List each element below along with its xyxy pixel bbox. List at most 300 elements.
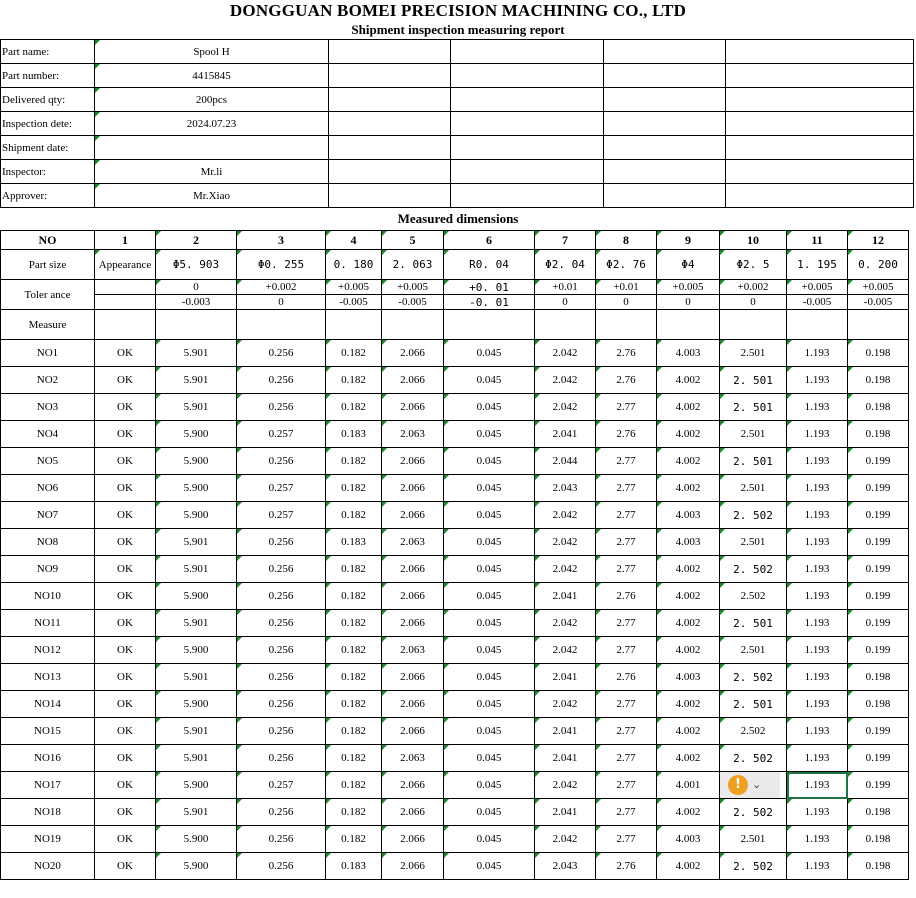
data-cell[interactable]: 2. 501: [720, 610, 787, 637]
tolerance-upper-cell[interactable]: +0.01: [535, 280, 596, 295]
data-cell[interactable]: 1.193: [787, 448, 848, 475]
tolerance-upper-cell[interactable]: [95, 280, 156, 295]
data-cell[interactable]: OK: [95, 772, 156, 799]
data-cell[interactable]: 2.066: [382, 826, 444, 853]
data-cell[interactable]: 2.77: [596, 475, 657, 502]
data-cell[interactable]: 0.182: [326, 367, 382, 394]
data-cell[interactable]: 0.198: [848, 421, 909, 448]
part-size-cell[interactable]: Appearance: [95, 250, 156, 280]
data-cell[interactable]: 0.199: [848, 502, 909, 529]
chevron-down-icon[interactable]: ⌄: [752, 778, 762, 791]
data-cell[interactable]: 4.002: [657, 394, 720, 421]
data-cell[interactable]: 2.066: [382, 475, 444, 502]
data-cell[interactable]: 0.199: [848, 448, 909, 475]
data-cell[interactable]: 4.002: [657, 367, 720, 394]
data-cell[interactable]: 5.900: [156, 853, 237, 880]
data-cell[interactable]: 0.182: [326, 691, 382, 718]
data-cell[interactable]: 4.003: [657, 340, 720, 367]
data-cell[interactable]: 2.066: [382, 394, 444, 421]
data-cell[interactable]: 2.042: [535, 772, 596, 799]
part-size-cell[interactable]: R0. 04: [444, 250, 535, 280]
empty-cell[interactable]: [787, 310, 848, 340]
data-cell[interactable]: OK: [95, 718, 156, 745]
data-cell[interactable]: OK: [95, 853, 156, 880]
data-cell[interactable]: 0.183: [326, 529, 382, 556]
data-cell[interactable]: 0.198: [848, 853, 909, 880]
column-header[interactable]: 3: [237, 231, 326, 250]
data-cell[interactable]: 4.002: [657, 718, 720, 745]
data-cell[interactable]: 5.901: [156, 340, 237, 367]
tolerance-upper-cell[interactable]: +0.005: [787, 280, 848, 295]
empty-cell[interactable]: [726, 136, 914, 160]
data-cell[interactable]: 4.003: [657, 529, 720, 556]
empty-cell[interactable]: [329, 64, 451, 88]
data-cell[interactable]: 0.182: [326, 340, 382, 367]
data-cell[interactable]: 5.901: [156, 745, 237, 772]
data-cell[interactable]: 2.042: [535, 394, 596, 421]
data-cell[interactable]: 1.193: [787, 367, 848, 394]
data-cell[interactable]: 0.045: [444, 691, 535, 718]
row-label[interactable]: NO2: [1, 367, 95, 394]
empty-cell[interactable]: [329, 88, 451, 112]
data-cell[interactable]: 2.502: [720, 583, 787, 610]
data-cell[interactable]: 2. 502: [720, 853, 787, 880]
tolerance-lower-cell[interactable]: -0.005: [382, 295, 444, 310]
data-cell[interactable]: 1.193: [787, 529, 848, 556]
row-label[interactable]: NO8: [1, 529, 95, 556]
empty-cell[interactable]: [726, 112, 914, 136]
empty-cell[interactable]: [329, 112, 451, 136]
data-cell[interactable]: 0.198: [848, 664, 909, 691]
row-label[interactable]: NO15: [1, 718, 95, 745]
column-header[interactable]: 6: [444, 231, 535, 250]
data-cell[interactable]: 2.063: [382, 529, 444, 556]
data-cell[interactable]: 2.063: [382, 421, 444, 448]
data-cell[interactable]: 5.901: [156, 394, 237, 421]
row-label[interactable]: NO17: [1, 772, 95, 799]
info-value[interactable]: 2024.07.23: [95, 112, 329, 136]
data-cell[interactable]: OK: [95, 529, 156, 556]
data-cell[interactable]: OK: [95, 367, 156, 394]
data-cell[interactable]: 0.198: [848, 340, 909, 367]
data-cell[interactable]: 0.045: [444, 394, 535, 421]
data-cell[interactable]: 4.002: [657, 583, 720, 610]
data-cell[interactable]: 2. 502: [720, 745, 787, 772]
info-value[interactable]: Mr.li: [95, 160, 329, 184]
data-cell[interactable]: 2.77: [596, 745, 657, 772]
data-cell[interactable]: 4.001: [657, 772, 720, 799]
tolerance-lower-cell[interactable]: 0: [720, 295, 787, 310]
empty-cell[interactable]: [237, 310, 326, 340]
part-size-cell[interactable]: Φ4: [657, 250, 720, 280]
data-cell[interactable]: 0.182: [326, 556, 382, 583]
column-header[interactable]: 12: [848, 231, 909, 250]
data-cell[interactable]: 0.256: [237, 826, 326, 853]
data-cell[interactable]: 4.003: [657, 502, 720, 529]
data-cell[interactable]: 0.199: [848, 556, 909, 583]
empty-cell[interactable]: [726, 40, 914, 64]
empty-cell[interactable]: [726, 160, 914, 184]
empty-cell[interactable]: [329, 40, 451, 64]
data-cell[interactable]: 0.257: [237, 502, 326, 529]
row-label[interactable]: NO9: [1, 556, 95, 583]
data-cell[interactable]: 2.043: [535, 853, 596, 880]
row-label[interactable]: NO20: [1, 853, 95, 880]
row-label[interactable]: NO10: [1, 583, 95, 610]
data-cell[interactable]: 1.193: [787, 691, 848, 718]
data-cell[interactable]: 1.193: [787, 556, 848, 583]
data-cell[interactable]: 0.045: [444, 637, 535, 664]
data-cell[interactable]: 2.041: [535, 745, 596, 772]
data-cell[interactable]: 2. 501: [720, 394, 787, 421]
data-cell[interactable]: 0.256: [237, 556, 326, 583]
data-cell[interactable]: 1.193: [787, 394, 848, 421]
data-cell[interactable]: 5.901: [156, 529, 237, 556]
data-cell[interactable]: 0.045: [444, 664, 535, 691]
data-cell[interactable]: 2.066: [382, 583, 444, 610]
data-cell[interactable]: 2.041: [535, 421, 596, 448]
data-cell[interactable]: 2.501: [720, 826, 787, 853]
data-cell[interactable]: 2.77: [596, 556, 657, 583]
data-cell[interactable]: 0.182: [326, 718, 382, 745]
data-cell[interactable]: 4.003: [657, 664, 720, 691]
row-label[interactable]: NO5: [1, 448, 95, 475]
info-label[interactable]: Inspector:: [1, 160, 95, 184]
data-cell[interactable]: 2.042: [535, 340, 596, 367]
data-cell[interactable]: 2.063: [382, 637, 444, 664]
data-cell[interactable]: 2.066: [382, 772, 444, 799]
part-size-cell[interactable]: Φ2. 04: [535, 250, 596, 280]
tolerance-lower-cell[interactable]: -0.005: [326, 295, 382, 310]
data-cell[interactable]: 2.501: [720, 475, 787, 502]
data-cell[interactable]: 1.193: [787, 664, 848, 691]
column-header[interactable]: 8: [596, 231, 657, 250]
data-cell[interactable]: OK: [95, 556, 156, 583]
data-cell[interactable]: 0.199: [848, 583, 909, 610]
data-cell[interactable]: 5.900: [156, 772, 237, 799]
data-cell[interactable]: 2. 502: [720, 502, 787, 529]
data-cell[interactable]: 0.257: [237, 772, 326, 799]
empty-cell[interactable]: [726, 88, 914, 112]
empty-cell[interactable]: [451, 184, 604, 208]
data-cell[interactable]: 0.198: [848, 826, 909, 853]
empty-cell[interactable]: [329, 136, 451, 160]
row-label[interactable]: NO18: [1, 799, 95, 826]
tolerance-lower-cell[interactable]: 0: [237, 295, 326, 310]
data-cell[interactable]: 4.002: [657, 691, 720, 718]
data-cell[interactable]: 0.182: [326, 772, 382, 799]
column-header[interactable]: 4: [326, 231, 382, 250]
data-cell[interactable]: OK: [95, 664, 156, 691]
data-cell[interactable]: 4.002: [657, 448, 720, 475]
data-cell[interactable]: 2.042: [535, 691, 596, 718]
data-cell[interactable]: 0.045: [444, 583, 535, 610]
data-cell[interactable]: 2.77: [596, 448, 657, 475]
row-label[interactable]: NO19: [1, 826, 95, 853]
empty-cell[interactable]: [329, 160, 451, 184]
data-cell[interactable]: 2.041: [535, 799, 596, 826]
empty-cell[interactable]: [444, 310, 535, 340]
data-cell[interactable]: 0.182: [326, 610, 382, 637]
data-cell[interactable]: 5.900: [156, 691, 237, 718]
data-cell[interactable]: 0.198: [848, 799, 909, 826]
data-cell[interactable]: OK: [95, 421, 156, 448]
empty-cell[interactable]: [326, 310, 382, 340]
data-cell[interactable]: 1.193: [787, 340, 848, 367]
data-cell[interactable]: OK: [95, 691, 156, 718]
tolerance-upper-cell[interactable]: +0.01: [596, 280, 657, 295]
tolerance-lower-cell[interactable]: [95, 295, 156, 310]
data-cell[interactable]: 2.042: [535, 826, 596, 853]
row-label[interactable]: NO11: [1, 610, 95, 637]
empty-cell[interactable]: [451, 40, 604, 64]
data-cell[interactable]: 1.193: [787, 610, 848, 637]
tolerance-upper-cell[interactable]: 0: [156, 280, 237, 295]
data-cell[interactable]: 0.256: [237, 637, 326, 664]
empty-cell[interactable]: [604, 64, 726, 88]
data-cell[interactable]: OK: [95, 583, 156, 610]
data-cell[interactable]: 2.77: [596, 637, 657, 664]
empty-cell[interactable]: [156, 310, 237, 340]
tolerance-upper-cell[interactable]: +0. 01: [444, 280, 535, 295]
empty-cell[interactable]: [657, 310, 720, 340]
data-cell[interactable]: OK: [95, 610, 156, 637]
data-cell[interactable]: 1.193: [787, 583, 848, 610]
row-label[interactable]: NO13: [1, 664, 95, 691]
data-cell[interactable]: 0.182: [326, 583, 382, 610]
empty-cell[interactable]: [604, 112, 726, 136]
data-cell[interactable]: 2.77: [596, 772, 657, 799]
data-cell[interactable]: 5.900: [156, 826, 237, 853]
part-size-cell[interactable]: 0. 200: [848, 250, 909, 280]
data-cell[interactable]: 2.042: [535, 556, 596, 583]
info-label[interactable]: Shipment date:: [1, 136, 95, 160]
data-cell[interactable]: OK: [95, 340, 156, 367]
info-value[interactable]: Spool H: [95, 40, 329, 64]
data-cell[interactable]: 4.002: [657, 799, 720, 826]
data-cell[interactable]: OK: [95, 475, 156, 502]
tolerance-upper-cell[interactable]: +0.005: [382, 280, 444, 295]
data-cell[interactable]: 2.042: [535, 529, 596, 556]
data-cell[interactable]: 4.002: [657, 745, 720, 772]
data-cell[interactable]: OK: [95, 637, 156, 664]
data-cell[interactable]: 0.256: [237, 610, 326, 637]
empty-cell[interactable]: [726, 64, 914, 88]
data-cell[interactable]: OK: [95, 394, 156, 421]
data-cell[interactable]: 5.900: [156, 475, 237, 502]
data-cell[interactable]: 4.002: [657, 421, 720, 448]
part-size-cell[interactable]: Φ2. 76: [596, 250, 657, 280]
data-cell[interactable]: 2.066: [382, 664, 444, 691]
data-cell[interactable]: 2.501: [720, 637, 787, 664]
data-cell[interactable]: 0.256: [237, 340, 326, 367]
data-cell[interactable]: 2.77: [596, 502, 657, 529]
data-cell[interactable]: 2.77: [596, 394, 657, 421]
data-cell[interactable]: 2.501: [720, 340, 787, 367]
data-cell[interactable]: 0.045: [444, 853, 535, 880]
row-label[interactable]: NO3: [1, 394, 95, 421]
empty-cell[interactable]: [451, 88, 604, 112]
column-header[interactable]: NO: [1, 231, 95, 250]
data-cell[interactable]: 2.76: [596, 664, 657, 691]
data-cell[interactable]: 0.198: [848, 394, 909, 421]
info-label[interactable]: Part number:: [1, 64, 95, 88]
empty-cell[interactable]: [604, 160, 726, 184]
data-cell[interactable]: 2.76: [596, 367, 657, 394]
column-header[interactable]: 11: [787, 231, 848, 250]
data-cell[interactable]: 2.066: [382, 610, 444, 637]
data-cell[interactable]: 1.193: [787, 745, 848, 772]
data-cell[interactable]: 1.193: [787, 502, 848, 529]
info-label[interactable]: Approver:: [1, 184, 95, 208]
row-label[interactable]: NO16: [1, 745, 95, 772]
data-cell[interactable]: 2.77: [596, 691, 657, 718]
row-label[interactable]: NO4: [1, 421, 95, 448]
empty-cell[interactable]: [95, 310, 156, 340]
data-cell[interactable]: 5.900: [156, 502, 237, 529]
data-cell[interactable]: 2.77: [596, 610, 657, 637]
tolerance-upper-cell[interactable]: +0.002: [237, 280, 326, 295]
data-cell[interactable]: 0.045: [444, 448, 535, 475]
data-cell[interactable]: 1.193: [787, 826, 848, 853]
data-cell[interactable]: 1.193: [787, 772, 848, 799]
data-cell[interactable]: 0.256: [237, 799, 326, 826]
data-cell[interactable]: OK: [95, 826, 156, 853]
data-cell[interactable]: 5.901: [156, 799, 237, 826]
data-cell[interactable]: 2.066: [382, 448, 444, 475]
data-cell[interactable]: 1.193: [787, 718, 848, 745]
data-cell[interactable]: 0.199: [848, 610, 909, 637]
part-size-cell[interactable]: Φ2. 5: [720, 250, 787, 280]
column-header[interactable]: 2: [156, 231, 237, 250]
data-cell[interactable]: 2.066: [382, 502, 444, 529]
data-cell[interactable]: 5.901: [156, 556, 237, 583]
data-cell[interactable]: 0.045: [444, 799, 535, 826]
data-cell[interactable]: 2.066: [382, 718, 444, 745]
data-cell[interactable]: 2. 501: [720, 367, 787, 394]
part-size-label[interactable]: Part size: [1, 250, 95, 280]
warning-icon[interactable]: !: [728, 775, 748, 795]
data-cell[interactable]: 4.002: [657, 475, 720, 502]
data-cell[interactable]: 0.256: [237, 853, 326, 880]
data-cell[interactable]: 2.041: [535, 583, 596, 610]
column-header[interactable]: 1: [95, 231, 156, 250]
tolerance-upper-cell[interactable]: +0.005: [326, 280, 382, 295]
data-cell[interactable]: 0.199: [848, 745, 909, 772]
data-cell[interactable]: 5.900: [156, 421, 237, 448]
data-cell[interactable]: 2. 502: [720, 664, 787, 691]
data-cell[interactable]: 2.502: [720, 718, 787, 745]
data-cell[interactable]: 4.003: [657, 826, 720, 853]
row-label[interactable]: NO1: [1, 340, 95, 367]
empty-cell[interactable]: [451, 112, 604, 136]
tolerance-upper-cell[interactable]: +0.005: [848, 280, 909, 295]
data-cell[interactable]: 4.002: [657, 556, 720, 583]
data-cell[interactable]: 2.042: [535, 610, 596, 637]
data-cell[interactable]: 2.066: [382, 556, 444, 583]
data-cell[interactable]: 5.900: [156, 583, 237, 610]
empty-cell[interactable]: [604, 88, 726, 112]
data-cell[interactable]: 2.042: [535, 502, 596, 529]
tolerance-lower-cell[interactable]: 0: [596, 295, 657, 310]
data-cell[interactable]: 0.199: [848, 529, 909, 556]
data-cell[interactable]: 2. 501: [720, 448, 787, 475]
data-cell[interactable]: 2.066: [382, 853, 444, 880]
info-value[interactable]: 200pcs: [95, 88, 329, 112]
data-cell[interactable]: 2.066: [382, 691, 444, 718]
data-cell[interactable]: 0.182: [326, 448, 382, 475]
data-cell[interactable]: 0.199: [848, 475, 909, 502]
data-cell[interactable]: 5.901: [156, 367, 237, 394]
data-cell[interactable]: 2.77: [596, 718, 657, 745]
data-cell[interactable]: 0.045: [444, 475, 535, 502]
data-cell[interactable]: 0.198: [848, 367, 909, 394]
data-cell[interactable]: 2. 502: [720, 799, 787, 826]
tolerance-upper-cell[interactable]: +0.005: [657, 280, 720, 295]
data-cell[interactable]: 2.066: [382, 367, 444, 394]
data-cell[interactable]: 2.066: [382, 340, 444, 367]
data-cell[interactable]: 0.256: [237, 367, 326, 394]
data-cell[interactable]: 4.002: [657, 853, 720, 880]
info-value[interactable]: 4415845: [95, 64, 329, 88]
data-cell[interactable]: 0.182: [326, 745, 382, 772]
empty-cell[interactable]: [535, 310, 596, 340]
data-cell[interactable]: 5.901: [156, 718, 237, 745]
data-cell[interactable]: 0.045: [444, 421, 535, 448]
column-header[interactable]: 10: [720, 231, 787, 250]
row-label[interactable]: NO6: [1, 475, 95, 502]
data-cell[interactable]: 2.501: [720, 529, 787, 556]
data-cell[interactable]: 2.043: [535, 475, 596, 502]
data-cell[interactable]: 0.182: [326, 799, 382, 826]
data-cell[interactable]: 0.257: [237, 475, 326, 502]
data-cell[interactable]: 0.257: [237, 421, 326, 448]
measure-label[interactable]: Measure: [1, 310, 95, 340]
data-cell[interactable]: 0.045: [444, 745, 535, 772]
data-cell[interactable]: 0.256: [237, 718, 326, 745]
row-label[interactable]: NO12: [1, 637, 95, 664]
data-cell[interactable]: 0.182: [326, 637, 382, 664]
empty-cell[interactable]: [451, 160, 604, 184]
data-cell[interactable]: 2.77: [596, 799, 657, 826]
data-cell[interactable]: OK: [95, 502, 156, 529]
part-size-cell[interactable]: 2. 063: [382, 250, 444, 280]
data-cell[interactable]: 0.198: [848, 691, 909, 718]
empty-cell[interactable]: [451, 64, 604, 88]
column-header[interactable]: 9: [657, 231, 720, 250]
empty-cell[interactable]: [604, 184, 726, 208]
tolerance-upper-cell[interactable]: +0.002: [720, 280, 787, 295]
data-cell[interactable]: 0.045: [444, 529, 535, 556]
data-cell[interactable]: 0.045: [444, 340, 535, 367]
data-cell[interactable]: 2.77: [596, 826, 657, 853]
empty-cell[interactable]: [329, 184, 451, 208]
data-cell[interactable]: 0.256: [237, 583, 326, 610]
empty-cell[interactable]: [382, 310, 444, 340]
data-cell[interactable]: 0.182: [326, 664, 382, 691]
data-cell[interactable]: 0.045: [444, 367, 535, 394]
part-size-cell[interactable]: Φ5. 903: [156, 250, 237, 280]
data-cell[interactable]: OK: [95, 799, 156, 826]
info-value[interactable]: Mr.Xiao: [95, 184, 329, 208]
error-indicator[interactable]: [720, 772, 780, 798]
empty-cell[interactable]: [720, 310, 787, 340]
tolerance-lower-cell[interactable]: -0.003: [156, 295, 237, 310]
part-size-cell[interactable]: 1. 195: [787, 250, 848, 280]
data-cell[interactable]: 0.182: [326, 502, 382, 529]
data-cell[interactable]: 0.256: [237, 745, 326, 772]
data-cell[interactable]: 1.193: [787, 475, 848, 502]
